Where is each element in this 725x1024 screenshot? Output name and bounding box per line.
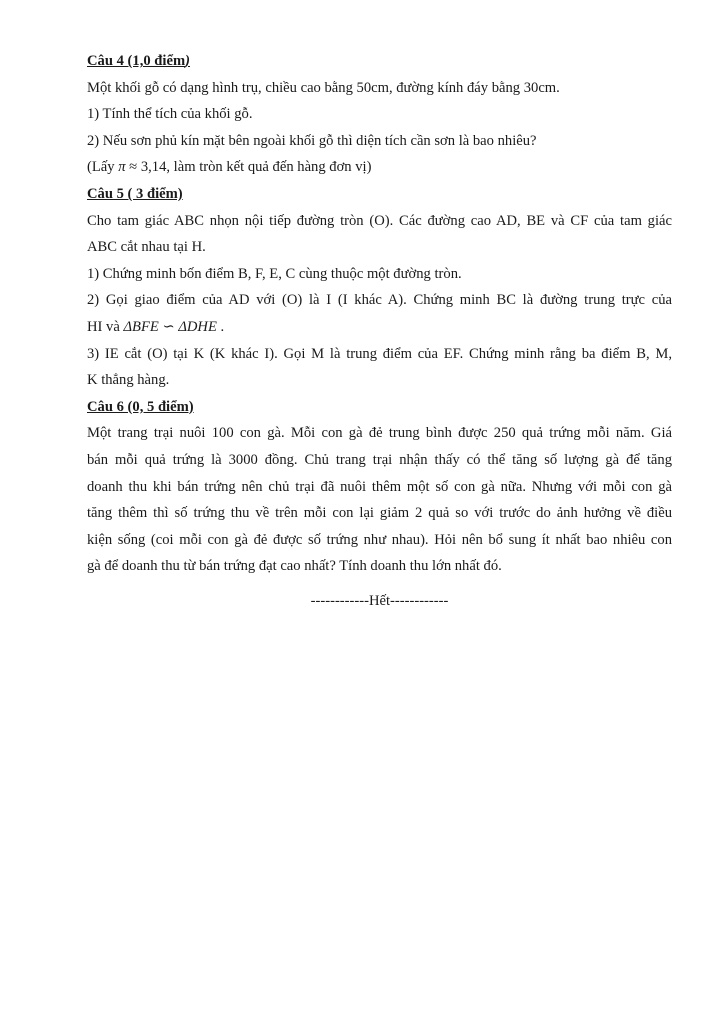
pi-symbol: π [118, 159, 126, 176]
q4-line-1: Một khối gỗ có dạng hình trụ, chiều cao bằng 50cm, đường kính đáy bằng 30cm. [87, 79, 560, 96]
q4-heading [87, 52, 672, 79]
document-content [87, 52, 672, 618]
q5-heading-text: Câu 5 ( 3 điểm) [87, 185, 183, 202]
q6-line-6: gà để doanh thu từ bán trứng đạt cao nhất? Tính doanh thu lớn nhất đó. [87, 558, 502, 575]
q5-line-6: 3) IE cắt (O) tại K (K khác I). Gọi M là trung điểm của EF. Chứng minh rằng ba điểm B, M, [87, 345, 672, 362]
similar-triangles-formula: ΔBFE ∽ ΔDHE [123, 318, 217, 335]
q5-line-1: Cho tam giác ABC nhọn nội tiếp đường tròn (O). Các đường cao AD, BE và CF của tam giác [87, 212, 672, 229]
q5-heading [87, 185, 672, 212]
q5-line-3: 1) Chứng minh bốn điểm B, F, E, C cùng thuộc một đường tròn. [87, 265, 462, 282]
q5-line-4: 2) Gọi giao điểm của AD với (O) là I (I khác A). Chứng minh BC là đường trung trực của [87, 292, 672, 309]
q5-line-5-start: HI và [87, 318, 124, 335]
q6-line-1: Một trang trại nuôi 100 con gà. Mỗi con gà đẻ trung bình được 250 quả trứng mỗi năm. Giá [87, 425, 672, 442]
q4-note [87, 158, 672, 185]
q4-note-end: 3,14, làm tròn kết quả đến hàng đơn vị) [140, 159, 372, 176]
q4-line-3: 2) Nếu sơn phủ kín mặt bên ngoài khối gỗ thì diện tích cần sơn là bao nhiêu? [87, 132, 537, 149]
q5-line-7: K thẳng hàng. [87, 372, 170, 389]
q5-line-5 [87, 318, 672, 345]
q6-heading [87, 398, 672, 425]
q4-heading-paren: ) [185, 53, 190, 69]
end-marker: ------------Hết------------ [310, 592, 449, 609]
q4-line-2: 1) Tính thể tích của khối gỗ. [87, 106, 253, 123]
q4-heading-text: Câu 4 (1,0 điểm [87, 53, 186, 69]
q6-line-2: bán mỗi quả trứng là 3000 đồng. Chủ trang trại nhận thấy có thể tăng số lượng gà để tăng [87, 451, 672, 468]
q6-line-3: doanh thu khi bán trứng nên chủ trại đã nuôi thêm một số con gà nữa. Nhưng với mỗi con gà [87, 478, 672, 495]
q5-line-2: ABC cắt nhau tại H. [87, 239, 206, 256]
q6-heading-text: Câu 6 (0, 5 điểm) [87, 398, 194, 415]
q6-line-5: kiện sống (coi mỗi con gà đẻ được số trứng như nhau). Hỏi nên bổ sung ít nhất bao nhiêu con [87, 531, 672, 548]
approx-symbol: ≈ [125, 159, 141, 176]
q5-line-5-end: . [216, 318, 225, 335]
q4-note-start: (Lấy [87, 159, 119, 176]
q6-line-4: tăng thêm thì số trứng thu về trên mỗi con lại giảm 2 quả so với trước do ảnh hưởng về điều [87, 505, 672, 522]
